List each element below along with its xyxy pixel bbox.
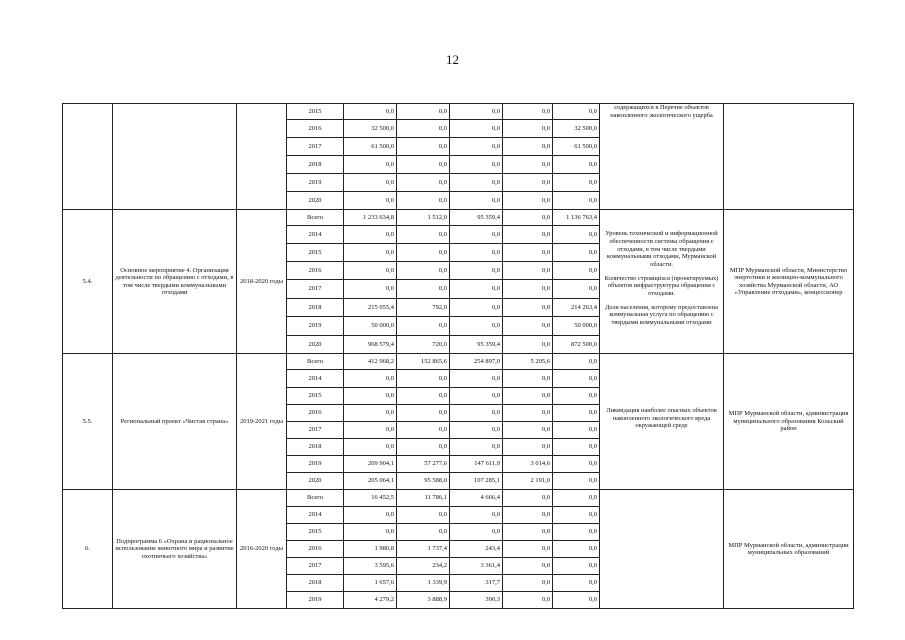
amount-cell: 0,0 <box>503 174 553 192</box>
amount-cell: 0,0 <box>344 439 397 456</box>
amount-cell: 0,0 <box>344 524 397 541</box>
amount-cell: 0,0 <box>553 422 600 439</box>
year-cell: 2020 <box>287 192 344 210</box>
amount-cell: 0,0 <box>553 558 600 575</box>
amount-cell: 50 000,0 <box>344 317 397 336</box>
amount-cell: 0,0 <box>450 280 503 299</box>
amount-cell: 0,0 <box>397 524 450 541</box>
amount-cell: 0,0 <box>397 192 450 210</box>
year-cell: 2017 <box>287 422 344 439</box>
amount-cell: 0,0 <box>553 575 600 592</box>
amount-cell: 0,0 <box>553 354 600 370</box>
amount-cell: 0,0 <box>344 244 397 262</box>
amount-cell: 0,0 <box>503 156 553 174</box>
indicator-text: Количество строящихся (проектируемых) объектов инфраструктуры обращения с отходами. <box>604 274 719 298</box>
amount-cell: 215 055,4 <box>344 299 397 317</box>
row-number: 5.5. <box>63 354 113 490</box>
table-row <box>63 354 854 370</box>
amount-cell: 0,0 <box>553 244 600 262</box>
executor-cell: МПР Мурманской области, администрация муниципального образования Кольский район <box>724 354 854 490</box>
amount-cell: 0,0 <box>450 174 503 192</box>
year-cell: 2019 <box>287 592 344 609</box>
amount-cell: 0,0 <box>450 388 503 405</box>
period: 2018-2020 годы <box>237 210 287 354</box>
amount-cell: 0,0 <box>503 558 553 575</box>
indicators-cell <box>600 104 724 210</box>
amount-cell: 0,0 <box>553 388 600 405</box>
amount-cell: 0,0 <box>503 262 553 280</box>
amount-cell: 0,0 <box>553 473 600 490</box>
amount-cell: 0,0 <box>397 120 450 138</box>
year-cell: 2020 <box>287 336 344 354</box>
measure-name: Региональный проект «Чистая страна» <box>113 354 237 490</box>
amount-cell: 0,0 <box>503 507 553 524</box>
amount-cell: 2 191,0 <box>503 473 553 490</box>
amount-cell: 152 865,6 <box>397 354 450 370</box>
year-cell: 2016 <box>287 262 344 280</box>
year-cell: 2015 <box>287 244 344 262</box>
year-cell: 2014 <box>287 370 344 388</box>
amount-cell: 243,4 <box>450 541 503 558</box>
amount-cell: 0,0 <box>553 192 600 210</box>
amount-cell: 0,0 <box>450 524 503 541</box>
year-cell: 2016 <box>287 120 344 138</box>
amount-cell: 0,0 <box>553 262 600 280</box>
period <box>237 104 287 210</box>
table-row <box>63 104 854 120</box>
year-cell: 2015 <box>287 104 344 120</box>
year-cell: 2018 <box>287 299 344 317</box>
amount-cell: 3 888,9 <box>397 592 450 609</box>
amount-cell: 0,0 <box>553 104 600 120</box>
table-row <box>63 210 854 226</box>
amount-cell: 0,0 <box>503 405 553 422</box>
amount-cell: 0,0 <box>344 422 397 439</box>
year-cell: 2020 <box>287 473 344 490</box>
measure-name: Основное мероприятие 4. Организация деятельности по обращению с отходами, в том числе твердыми коммунальными отходами <box>113 210 237 354</box>
amount-cell: 0,0 <box>397 138 450 156</box>
amount-cell: 0,0 <box>553 592 600 609</box>
amount-cell: 0,0 <box>503 299 553 317</box>
amount-cell: 3 361,4 <box>450 558 503 575</box>
amount-cell: 0,0 <box>450 156 503 174</box>
program-table <box>62 103 854 609</box>
amount-cell: 0,0 <box>397 388 450 405</box>
period: 2016-2020 годы <box>237 490 287 609</box>
amount-cell: 0,0 <box>344 405 397 422</box>
amount-cell: 5 205,6 <box>503 354 553 370</box>
year-cell: 2017 <box>287 558 344 575</box>
amount-cell: 0,0 <box>503 210 553 226</box>
amount-cell: 0,0 <box>450 299 503 317</box>
amount-cell: 205 064,1 <box>344 473 397 490</box>
amount-cell: 3 014,6 <box>503 456 553 473</box>
amount-cell: 0,0 <box>450 120 503 138</box>
year-cell: Всего <box>287 354 344 370</box>
amount-cell: 0,0 <box>450 317 503 336</box>
amount-cell: 1 657,6 <box>344 575 397 592</box>
year-cell: 2014 <box>287 226 344 244</box>
indicators-cell <box>600 210 724 354</box>
amount-cell: 0,0 <box>450 138 503 156</box>
indicators-cell <box>600 490 724 609</box>
year-cell: Всего <box>287 210 344 226</box>
amount-cell: 0,0 <box>450 439 503 456</box>
amount-cell: 4 666,4 <box>450 490 503 507</box>
amount-cell: 209 904,1 <box>344 456 397 473</box>
amount-cell: 107 285,1 <box>450 473 503 490</box>
amount-cell: 412 968,2 <box>344 354 397 370</box>
amount-cell: 0,0 <box>503 104 553 120</box>
amount-cell: 0,0 <box>503 370 553 388</box>
amount-cell: 0,0 <box>397 317 450 336</box>
indicator-text: Ликвидация наиболее опасных объектов накопленного экологического вреда окружающей среде <box>606 406 717 430</box>
amount-cell: 3 595,6 <box>344 558 397 575</box>
amount-cell: 0,0 <box>450 192 503 210</box>
amount-cell: 0,0 <box>397 262 450 280</box>
amount-cell: 0,0 <box>397 422 450 439</box>
executor-cell: МПР Мурманской области, администрации муниципальных образований <box>724 490 854 609</box>
amount-cell: 0,0 <box>553 280 600 299</box>
amount-cell: 1 233 634,8 <box>344 210 397 226</box>
amount-cell: 0,0 <box>553 156 600 174</box>
measure-name <box>113 104 237 210</box>
amount-cell: 0,0 <box>503 192 553 210</box>
amount-cell: 61 500,0 <box>553 138 600 156</box>
amount-cell: 0,0 <box>503 439 553 456</box>
amount-cell: 95 588,0 <box>397 473 450 490</box>
amount-cell: 0,0 <box>397 405 450 422</box>
amount-cell: 792,0 <box>397 299 450 317</box>
amount-cell: 872 500,0 <box>553 336 600 354</box>
year-cell: 2017 <box>287 138 344 156</box>
amount-cell: 0,0 <box>344 104 397 120</box>
amount-cell: 11 786,1 <box>397 490 450 507</box>
amount-cell: 0,0 <box>503 524 553 541</box>
amount-cell: 0,0 <box>503 422 553 439</box>
amount-cell: 0,0 <box>397 244 450 262</box>
amount-cell: 0,0 <box>503 280 553 299</box>
indicator-text: Уровень технической и информационной обеспеченности системы обращения с отходами, в том числе твердыми коммунальными отходами, Мурманской области. <box>605 230 718 268</box>
amount-cell: 0,0 <box>450 262 503 280</box>
amount-cell: 0,0 <box>397 156 450 174</box>
amount-cell: 16 452,5 <box>344 490 397 507</box>
amount-cell: 0,0 <box>503 388 553 405</box>
amount-cell: 0,0 <box>503 226 553 244</box>
year-cell: 2015 <box>287 388 344 405</box>
amount-cell: 0,0 <box>503 138 553 156</box>
indicator-text: содержащихся в Перечне объектов накопленного экологического ущерба <box>610 104 713 119</box>
amount-cell: 0,0 <box>344 226 397 244</box>
amount-cell: 0,0 <box>503 317 553 336</box>
amount-cell: 0,0 <box>397 439 450 456</box>
amount-cell: 95 359,4 <box>450 336 503 354</box>
amount-cell: 0,0 <box>397 370 450 388</box>
amount-cell: 0,0 <box>553 405 600 422</box>
amount-cell: 0,0 <box>397 104 450 120</box>
amount-cell: 0,0 <box>553 456 600 473</box>
indicator-text: Доля населения, которому предоставлена коммунальная услуга по обращению с твердыми коммунальными отходами <box>605 303 718 327</box>
amount-cell: 0,0 <box>503 244 553 262</box>
amount-cell: 0,0 <box>344 370 397 388</box>
year-cell: Всего <box>287 490 344 507</box>
page-number: 12 <box>446 52 459 67</box>
amount-cell: 0,0 <box>397 226 450 244</box>
year-cell: 2018 <box>287 575 344 592</box>
year-cell: 2016 <box>287 405 344 422</box>
amount-cell: 968 579,4 <box>344 336 397 354</box>
measure-name: Подпрограмма 6 «Охрана и рациональное использование животного мира и развитие охотничьего хозяйства» <box>113 490 237 609</box>
amount-cell: 0,0 <box>553 541 600 558</box>
year-cell: 2018 <box>287 156 344 174</box>
table-row <box>63 490 854 507</box>
indicators-cell <box>600 354 724 490</box>
amount-cell: 0,0 <box>503 541 553 558</box>
amount-cell: 147 611,9 <box>450 456 503 473</box>
amount-cell: 0,0 <box>553 490 600 507</box>
row-number <box>63 104 113 210</box>
amount-cell: 0,0 <box>344 192 397 210</box>
amount-cell: 1 136 763,4 <box>553 210 600 226</box>
amount-cell: 0,0 <box>553 370 600 388</box>
amount-cell: 0,0 <box>344 156 397 174</box>
amount-cell: 0,0 <box>344 507 397 524</box>
amount-cell: 317,7 <box>450 575 503 592</box>
amount-cell: 0,0 <box>553 439 600 456</box>
executor-cell: МПР Мурманской области, Министерство энергетики и жилищно-коммунального хозяйства Мурманской области, АО «Управление отходами», концессионер <box>724 210 854 354</box>
amount-cell: 214 263,4 <box>553 299 600 317</box>
amount-cell: 0,0 <box>344 262 397 280</box>
row-number: 5.4. <box>63 210 113 354</box>
period: 2019-2021 годы <box>237 354 287 490</box>
year-cell: 2014 <box>287 507 344 524</box>
year-cell: 2015 <box>287 524 344 541</box>
amount-cell: 61 500,0 <box>344 138 397 156</box>
amount-cell: 0,0 <box>553 524 600 541</box>
amount-cell: 0,0 <box>344 280 397 299</box>
amount-cell: 1 512,0 <box>397 210 450 226</box>
amount-cell: 0,0 <box>450 507 503 524</box>
amount-cell: 32 500,0 <box>344 120 397 138</box>
amount-cell: 32 500,0 <box>553 120 600 138</box>
amount-cell: 50 000,0 <box>553 317 600 336</box>
year-cell: 2016 <box>287 541 344 558</box>
amount-cell: 0,0 <box>397 174 450 192</box>
amount-cell: 0,0 <box>450 226 503 244</box>
amount-cell: 0,0 <box>553 174 600 192</box>
amount-cell: 0,0 <box>503 336 553 354</box>
amount-cell: 95 359,4 <box>450 210 503 226</box>
amount-cell: 0,0 <box>397 280 450 299</box>
amount-cell: 0,0 <box>503 592 553 609</box>
amount-cell: 0,0 <box>503 490 553 507</box>
amount-cell: 0,0 <box>397 507 450 524</box>
amount-cell: 720,0 <box>397 336 450 354</box>
amount-cell: 1 339,9 <box>397 575 450 592</box>
amount-cell: 1 980,8 <box>344 541 397 558</box>
year-cell: 2019 <box>287 456 344 473</box>
amount-cell: 0,0 <box>344 174 397 192</box>
year-cell: 2017 <box>287 280 344 299</box>
amount-cell: 0,0 <box>553 226 600 244</box>
year-cell: 2019 <box>287 317 344 336</box>
year-cell: 2019 <box>287 174 344 192</box>
amount-cell: 1 737,4 <box>397 541 450 558</box>
executor-cell <box>724 104 854 210</box>
amount-cell: 4 279,2 <box>344 592 397 609</box>
amount-cell: 0,0 <box>450 370 503 388</box>
amount-cell: 0,0 <box>553 507 600 524</box>
amount-cell: 0,0 <box>503 575 553 592</box>
amount-cell: 390,3 <box>450 592 503 609</box>
amount-cell: 254 897,0 <box>450 354 503 370</box>
amount-cell: 0,0 <box>344 388 397 405</box>
amount-cell: 0,0 <box>450 422 503 439</box>
amount-cell: 0,0 <box>503 120 553 138</box>
amount-cell: 0,0 <box>450 405 503 422</box>
amount-cell: 0,0 <box>450 244 503 262</box>
row-number: 6. <box>63 490 113 609</box>
amount-cell: 57 277,6 <box>397 456 450 473</box>
amount-cell: 234,2 <box>397 558 450 575</box>
year-cell: 2018 <box>287 439 344 456</box>
amount-cell: 0,0 <box>450 104 503 120</box>
